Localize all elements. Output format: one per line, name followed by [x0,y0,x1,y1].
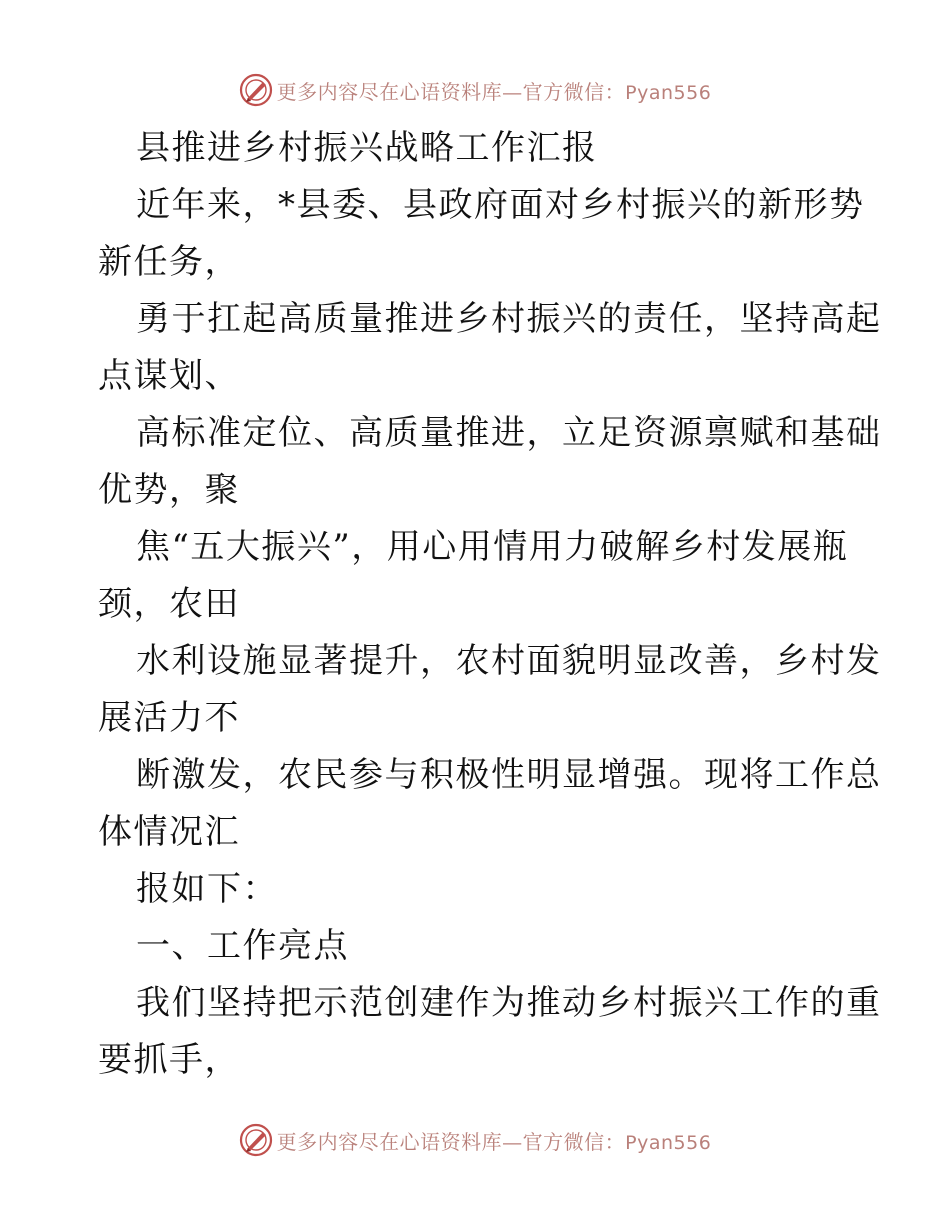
watermark-text: 更多内容尽在心语资料库—官方微信： [276,1129,626,1154]
paragraph-line: 水利设施显著提升，农村面貌明显改善，乡村发 [136,641,882,681]
document-body [98,120,882,1089]
paragraph-line: 近年来，*县委、县政府面对乡村振兴的新形势 [136,185,865,225]
paragraph-line: 断激发，农民参与积极性明显增强。现将工作总 [136,755,882,795]
paragraph-line: 勇于扛起高质量推进乡村振兴的责任，坚持高起 [136,299,882,339]
paragraph-line: 新任务， [98,242,240,282]
footer-watermark [0,1120,950,1160]
watermark-wechat-id: Pyan556 [625,81,712,104]
header-watermark [0,70,950,110]
watermark-wechat-id: Pyan556 [625,1131,712,1154]
section-heading: 一、工作亮点 [136,926,349,966]
quill-seal-logo-icon [239,73,273,107]
paragraph-line: 展活力不 [98,698,240,738]
paragraph-line: 点谋划、 [98,356,240,396]
quill-seal-logo-icon [239,1123,273,1157]
document-title: 县推进乡村振兴战略工作汇报 [136,128,598,168]
paragraph-line: 要抓手， [98,1040,240,1080]
watermark-text: 更多内容尽在心语资料库—官方微信： [276,79,626,104]
paragraph-line: 高标准定位、高质量推进，立足资源禀赋和基础 [136,413,882,453]
paragraph-line: 我们坚持把示范创建作为推动乡村振兴工作的重 [136,983,882,1023]
paragraph-line: 报如下： [136,869,278,909]
paragraph-line: 颈，农田 [98,584,240,624]
paragraph-line: 焦“五大振兴”，用心用情用力破解乡村发展瓶 [136,527,849,567]
paragraph-line: 体情况汇 [98,812,240,852]
paragraph-line: 优势，聚 [98,470,240,510]
